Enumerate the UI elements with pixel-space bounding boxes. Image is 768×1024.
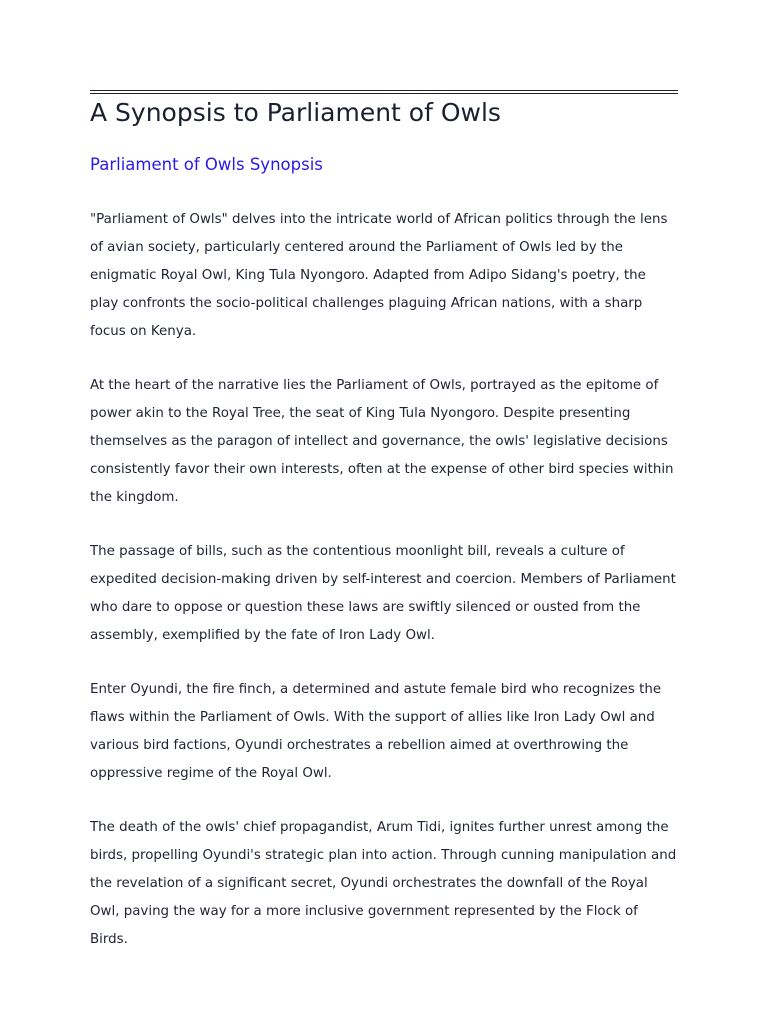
paragraph-4: Enter Oyundi, the fire finch, a determined and astute female bird who recognizes the flaws within the Parliament of Owls. With the support of allies like Iron Lady Owl and various bird factions, Oyundi orchestrates a rebellion aimed at overthrowing the oppressive regime of the Royal Owl. [90, 682, 662, 781]
page-title: A Synopsis to Parliament of Owls [90, 98, 501, 127]
paragraph-1: "Parliament of Owls" delves into the intricate world of African politics through the lens of avian society, particularly centered around the Parliament of Owls led by the enigmatic Royal Owl, King Tula Nyongoro. Adapted from Adipo Sidang's poetry, the play confronts the socio-political challenges plaguing African nations, with a sharp focus on Kenya. [90, 212, 668, 339]
document-page [90, 90, 678, 980]
paragraph-3: The passage of bills, such as the contentious moonlight bill, reveals a culture of expedited decision-making driven by self-interest and coercion. Members of Parliament who dare to oppose or question these laws are swiftly silenced or ousted from the assembly, exemplified by the fate of Iron Lady Owl. [90, 544, 676, 643]
paragraph-5: The death of the owls' chief propagandist, Arum Tidi, ignites further unrest among the birds, propelling Oyundi's strategic plan into action. Through cunning manipulation and the revelation of a significant secret, Oyundi orchestrates the downfall of the Royal Owl, paving the way for a more inclusive government represented by the Flock of Birds. [90, 820, 677, 947]
title-divider [90, 90, 678, 94]
paragraph-2: At the heart of the narrative lies the Parliament of Owls, portrayed as the epitome of power akin to the Royal Tree, the seat of King Tula Nyongoro. Despite presenting themselves as the paragon of intellect and governance, the owls' legislative decisions consistently favor their own interests, often at the expense of other bird species within the kingdom. [90, 378, 674, 505]
document-body [90, 206, 678, 954]
section-heading: Parliament of Owls Synopsis [90, 155, 323, 174]
